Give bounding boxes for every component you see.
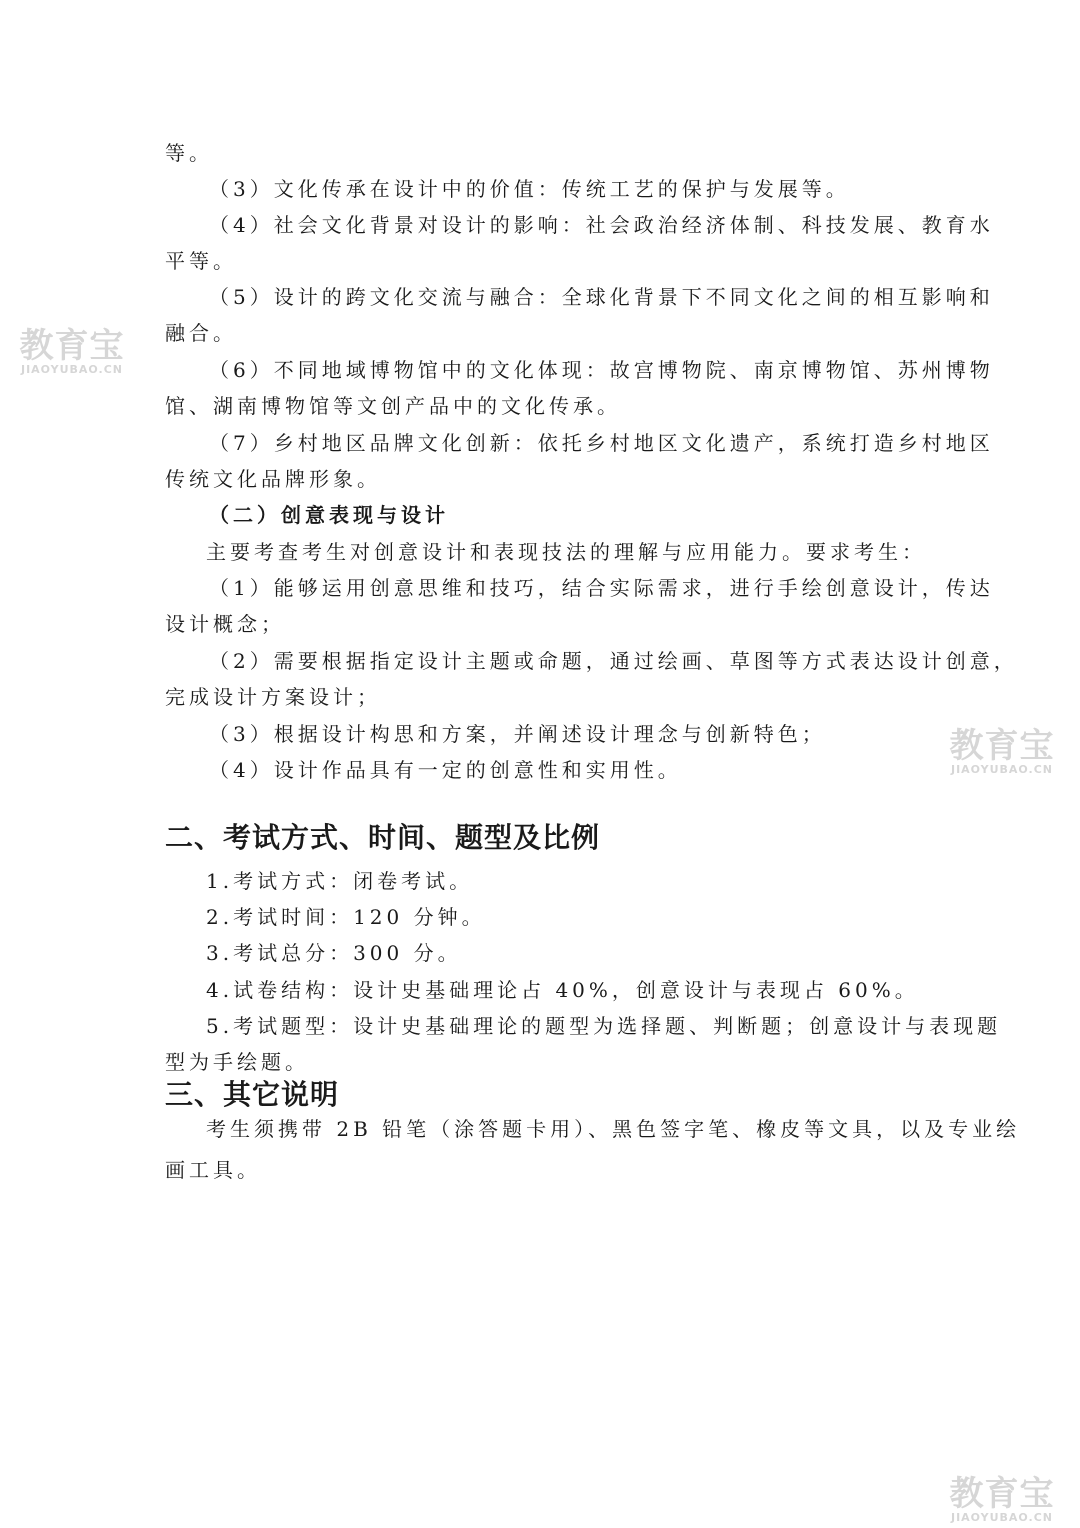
paragraph-line: （3）文化传承在设计中的价值：传统工艺的保护与发展等。 — [209, 177, 850, 201]
paragraph-line: 融合。 — [165, 321, 237, 345]
watermark-logo — [944, 728, 1060, 776]
list-item: 4.试卷结构：设计史基础理论占 40%，创意设计与表现占 60%。 — [206, 978, 919, 1002]
list-item: （3）根据设计构思和方案，并阐述设计理念与创新特色； — [209, 722, 826, 746]
list-item: 设计概念； — [165, 612, 285, 636]
list-item: 5.考试题型：设计史基础理论的题型为选择题、判断题；创意设计与表现题 — [206, 1014, 1002, 1038]
paragraph-line: 馆、湖南博物馆等文创产品中的文化传承。 — [165, 394, 621, 418]
paragraph-line: （7）乡村地区品牌文化创新：依托乡村地区文化遗产，系统打造乡村地区 — [209, 431, 994, 455]
paragraph-line: （5）设计的跨文化交流与融合：全球化背景下不同文化之间的相互影响和 — [209, 285, 994, 309]
watermark-subtitle: JIAOYUBAO.CN — [950, 1511, 1054, 1524]
list-item: 完成设计方案设计； — [165, 685, 381, 709]
watermark-subtitle: JIAOYUBAO.CN — [20, 363, 124, 376]
section-heading: 二、考试方式、时间、题型及比例 — [165, 821, 601, 854]
paragraph-line: （4）社会文化背景对设计的影响：社会政治经济体制、科技发展、教育水 — [209, 213, 994, 237]
watermark-logo — [944, 1476, 1060, 1524]
list-item: （1）能够运用创意思维和技巧，结合实际需求，进行手绘创意设计，传达 — [209, 576, 994, 600]
paragraph-line: （6）不同地域博物馆中的文化体现：故宫博物院、南京博物馆、苏州博物 — [209, 358, 994, 382]
watermark-title: 教育宝 — [19, 326, 125, 366]
watermark-title: 教育宝 — [949, 1474, 1055, 1514]
list-item: 型为手绘题。 — [165, 1050, 309, 1074]
watermark-subtitle: JIAOYUBAO.CN — [950, 763, 1054, 776]
section-heading: 三、其它说明 — [165, 1078, 340, 1111]
list-item: 3.考试总分：300 分。 — [206, 941, 462, 965]
watermark-logo — [14, 328, 130, 376]
list-item: （4）设计作品具有一定的创意性和实用性。 — [209, 758, 682, 782]
paragraph-line: 主要考查考生对创意设计和表现技法的理解与应用能力。要求考生： — [206, 540, 926, 564]
list-item: （2）需要根据指定设计主题或命题，通过绘画、草图等方式表达设计创意， — [209, 649, 1018, 673]
list-item: 1.考试方式：闭卷考试。 — [206, 869, 474, 893]
list-item: 2.考试时间：120 分钟。 — [206, 905, 486, 929]
paragraph-line: 画工具。 — [165, 1158, 261, 1182]
paragraph-line: 传统文化品牌形象。 — [165, 467, 381, 491]
watermark-title: 教育宝 — [949, 726, 1055, 766]
paragraph-line: 等。 — [165, 141, 213, 165]
paragraph-line: 考生须携带 2B 铅笔（涂答题卡用）、黑色签字笔、橡皮等文具，以及专业绘 — [206, 1117, 1021, 1141]
subheading: （二）创意表现与设计 — [209, 503, 449, 527]
paragraph-line: 平等。 — [165, 249, 237, 273]
